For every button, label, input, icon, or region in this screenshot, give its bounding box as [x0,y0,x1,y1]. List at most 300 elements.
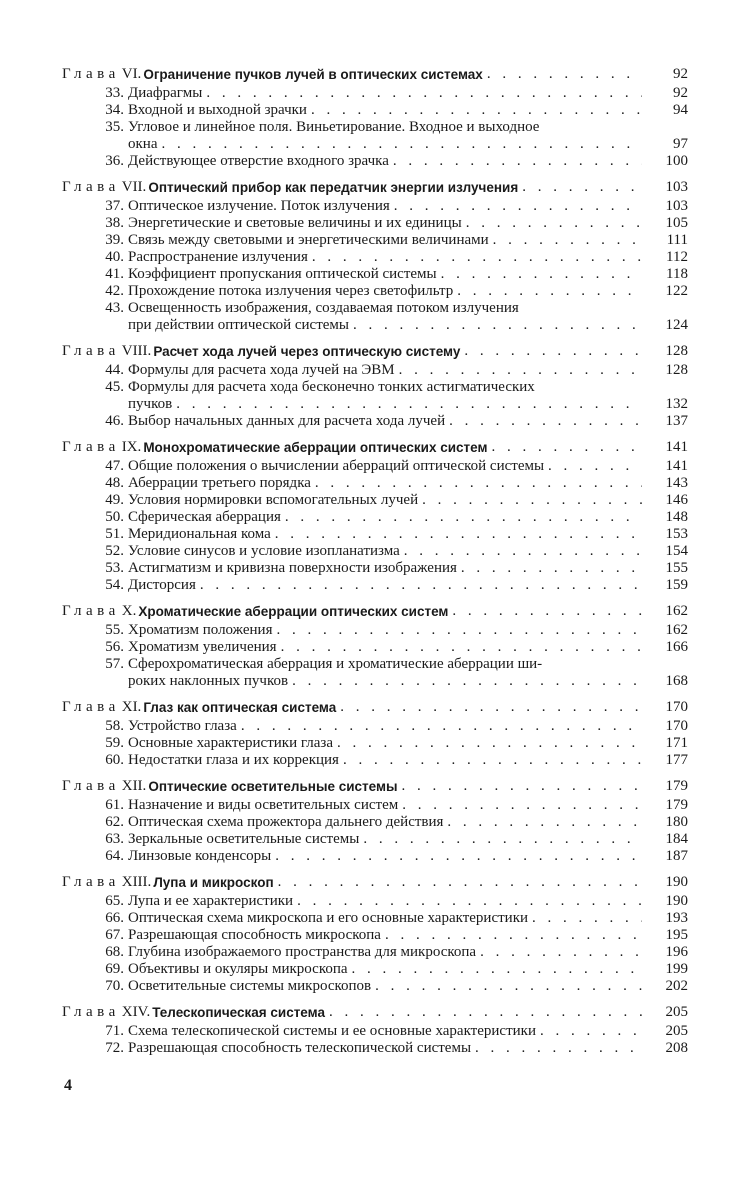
entry-text [128,893,644,910]
entry-text [128,639,644,656]
toc-entry [62,458,688,475]
chapter-heading [62,66,688,83]
entry-title: Дисторсия [128,577,196,593]
entry-page: 97 [673,136,688,152]
entry-title: Связь между световыми и энергетическими величинами [128,232,489,248]
entry-page: 190 [665,893,688,909]
entry-page: 159 [665,577,688,593]
toc-entry-continuation [62,673,688,690]
entry-text [128,910,644,927]
entry-text [128,379,644,396]
toc-entry [62,944,688,961]
entry-number: 52. [105,543,124,559]
toc-entry [62,362,688,379]
toc-entry [62,119,688,136]
chapter-label: Глава [62,343,120,359]
chapter-page: 128 [665,343,688,359]
chapter-number: VIII. [121,343,152,359]
entry-title: Разрешающая способность микроскопа [128,927,381,943]
toc-entry [62,718,688,735]
entry-number: 42. [105,283,124,299]
dot-leader [340,699,642,716]
entry-page: 122 [665,283,688,299]
chapter-number: VI. [121,66,142,82]
dot-leader [464,343,642,360]
entry-number: 59. [105,735,124,751]
chapter-title: Телескопическая система [152,1005,325,1020]
toc-entry [62,848,688,865]
entry-text [128,577,644,594]
entry-text [128,413,644,430]
entry-title: Прохождение потока излучения через светофильтр [128,283,454,299]
chapter-heading [62,699,688,716]
dot-leader [275,848,642,865]
entry-title-continuation: пучков [128,396,173,412]
entry-title: Астигматизм и кривизна поверхности изображения [128,560,457,576]
entry-title-continuation: при действии оптической системы [128,317,349,333]
chapter-number: XII. [121,778,147,794]
entry-title: Условие синусов и условие изопланатизма [128,543,400,559]
toc-entry [62,492,688,509]
entry-title: Оптическая схема микроскопа и его основные характеристики [128,910,529,926]
entry-text [128,102,644,119]
toc-entry [62,215,688,232]
toc-entry [62,249,688,266]
dot-leader [466,215,642,232]
entry-title: Осветительные системы микроскопов [128,978,372,994]
chapter-title: Хроматические аберрации оптических систем [138,604,449,619]
entry-number: 43. [105,300,124,316]
entry-page: 124 [665,317,688,333]
toc-entry [62,153,688,170]
entry-text [128,831,644,848]
entry-title: Формулы для расчета хода лучей на ЭВМ [128,362,395,378]
dot-leader [522,179,642,196]
entry-number: 55. [105,622,124,638]
entry-title: Коэффициент пропускания оптической системы [128,266,437,282]
chapter-section [62,699,688,769]
toc-entry [62,543,688,560]
entry-number: 47. [105,458,124,474]
entry-number: 54. [105,577,124,593]
entry-page: 118 [666,266,688,282]
entry-number: 40. [105,249,124,265]
chapter-number: XIV. [121,1004,151,1020]
toc-entry [62,577,688,594]
dot-leader [540,1023,642,1040]
dot-leader [447,814,642,831]
entry-text [128,283,644,300]
chapter-label: Глава [62,603,120,619]
entry-text [128,622,644,639]
entry-page: 137 [665,413,688,429]
toc-entry [62,735,688,752]
toc-entry-continuation [62,136,688,153]
entry-page: 184 [665,831,688,847]
dot-leader [312,249,642,266]
entry-title: Выбор начальных данных для расчета хода лучей [128,413,446,429]
chapter-label: Глава [62,1004,120,1020]
entry-title: Разрешающая способность телескопической системы [128,1040,472,1056]
entry-page: 143 [665,475,688,491]
toc-entry [62,283,688,300]
dot-leader [337,735,642,752]
entry-text [128,718,644,735]
entry-number: 63. [105,831,124,847]
entry-title: Недостатки глаза и их коррекция [128,752,339,768]
toc-entry [62,1040,688,1057]
dot-leader [206,85,642,102]
entry-page: 202 [665,978,688,994]
chapter-section [62,1004,688,1057]
entry-text [128,136,644,153]
toc-entry [62,413,688,430]
dot-leader [441,266,642,283]
toc-entry [62,656,688,673]
toc-entry [62,814,688,831]
dot-leader [402,797,642,814]
toc-entry [62,797,688,814]
chapter-title: Расчет хода лучей через оптическую систему [153,344,461,359]
entry-text [128,673,644,690]
entry-number: 65. [105,893,124,909]
entry-page: 168 [665,673,688,689]
chapter-page: 179 [665,778,688,794]
entry-page: 111 [666,232,688,248]
entry-page: 162 [665,622,688,638]
entry-text [128,85,644,102]
entry-title: Сферохроматическая аберрация и хроматические аберрации ши- [128,656,543,672]
entry-text [128,396,644,413]
dot-leader [375,978,642,995]
entry-title: Энергетические и световые величины и их единицы [128,215,462,231]
entry-text [128,752,644,769]
dot-leader [343,752,642,769]
entry-page: 205 [665,1023,688,1039]
entry-text [128,1023,644,1040]
entry-page: 179 [665,797,688,813]
entry-page: 103 [665,198,688,214]
dot-leader [394,198,642,215]
entry-text [128,944,644,961]
entry-page: 148 [665,509,688,525]
dot-leader [353,317,642,334]
dot-leader [315,475,642,492]
chapter-title: Монохроматические аберрации оптических систем [143,440,488,455]
page-number: 4 [64,1077,72,1094]
entry-page: 128 [665,362,688,378]
toc-entry [62,85,688,102]
entry-title-continuation: роких наклонных пучков [128,673,289,689]
dot-leader [493,232,642,249]
entry-number: 61. [105,797,124,813]
toc-entry [62,893,688,910]
entry-page: 154 [665,543,688,559]
dot-leader [404,543,642,560]
dot-leader [176,396,642,413]
chapter-label: Глава [62,699,120,715]
entry-title: Зеркальные осветительные системы [128,831,360,847]
dot-leader [475,1040,642,1057]
entry-title: Условия нормировки вспомогательных лучей [128,492,419,508]
entry-page: 100 [665,153,688,169]
entry-number: 35. [105,119,124,135]
entry-number: 49. [105,492,124,508]
dot-leader [241,718,642,735]
dot-leader [275,526,642,543]
entry-text [128,215,644,232]
chapter-title: Глаз как оптическая система [143,700,337,715]
entry-number: 48. [105,475,124,491]
entry-number: 45. [105,379,124,395]
chapter-section [62,874,688,995]
chapter-heading [62,778,688,795]
entry-text [128,656,644,673]
chapter-title: Ограничение пучков лучей в оптических системах [143,67,483,82]
entry-title: Хроматизм увеличения [128,639,277,655]
entry-text [128,797,644,814]
chapter-label: Глава [62,874,120,890]
chapter-section [62,343,688,430]
toc-entry [62,198,688,215]
entry-text [128,458,644,475]
entry-number: 33. [105,85,124,101]
entry-number: 58. [105,718,124,734]
entry-page: 193 [665,910,688,926]
dot-leader [532,910,642,927]
entry-number: 50. [105,509,124,525]
entry-page: 196 [665,944,688,960]
toc-entry [62,560,688,577]
dot-leader [449,413,642,430]
entry-page: 112 [666,249,688,265]
chapter-heading [62,179,688,196]
entry-page: 92 [673,85,688,101]
entry-text [128,362,644,379]
entry-number: 67. [105,927,124,943]
entry-number: 66. [105,910,124,926]
entry-title-continuation: окна [128,136,158,152]
entry-page: 208 [665,1040,688,1056]
entry-text [128,927,644,944]
chapter-heading [62,874,688,891]
entry-title: Объективы и окуляры микроскопа [128,961,348,977]
entry-text [128,543,644,560]
chapter-label: Глава [62,66,120,82]
entry-number: 39. [105,232,124,248]
entry-title: Основные характеристики глаза [128,735,333,751]
entry-number: 64. [105,848,124,864]
entry-text [128,153,644,170]
entry-number: 56. [105,639,124,655]
toc-entry [62,1023,688,1040]
chapter-heading [62,439,688,456]
entry-page: 105 [665,215,688,231]
dot-leader [292,673,642,690]
dot-leader [385,927,642,944]
entry-number: 57. [105,656,124,672]
chapter-page: 190 [665,874,688,890]
dot-leader [480,944,642,961]
entry-text [128,249,644,266]
dot-leader [281,639,642,656]
entry-text [128,509,644,526]
chapter-number: XI. [121,699,142,715]
entry-page: 132 [665,396,688,412]
chapter-section [62,179,688,334]
toc-entry [62,509,688,526]
entry-number: 41. [105,266,124,282]
entry-number: 53. [105,560,124,576]
toc-entry [62,639,688,656]
toc-entry [62,266,688,283]
toc-entry [62,526,688,543]
toc-entry [62,102,688,119]
entry-number: 38. [105,215,124,231]
entry-text [128,198,644,215]
chapter-heading [62,1004,688,1021]
entry-page: 155 [665,560,688,576]
chapter-number: XIII. [121,874,152,890]
entry-title: Угловое и линейное поля. Виньетирование. Входное и выходное [128,119,540,135]
entry-text [128,119,644,136]
entry-text [128,266,644,283]
entry-number: 68. [105,944,124,960]
dot-leader [161,136,642,153]
table-of-contents [62,66,688,1066]
toc-entry [62,232,688,249]
dot-leader [278,874,642,891]
entry-text [128,492,644,509]
entry-title: Оптическое излучение. Поток излучения [128,198,390,214]
entry-text [128,1040,644,1057]
chapter-section [62,603,688,690]
chapter-page: 205 [665,1004,688,1020]
entry-number: 46. [105,413,124,429]
toc-entry [62,927,688,944]
entry-title: Сферическая аберрация [128,509,281,525]
entry-number: 71. [105,1023,124,1039]
toc-entry [62,379,688,396]
dot-leader [329,1004,642,1021]
entry-title: Схема телескопической системы и ее основные характеристики [128,1023,536,1039]
entry-page: 166 [665,639,688,655]
toc-entry [62,910,688,927]
chapter-section [62,439,688,594]
chapter-title: Оптический прибор как передатчик энергии излучения [148,180,519,195]
entry-title: Оптическая схема прожектора дальнего действия [128,814,444,830]
entry-page: 180 [665,814,688,830]
chapter-heading [62,603,688,620]
entry-page: 195 [665,927,688,943]
entry-number: 37. [105,198,124,214]
dot-leader [491,439,642,456]
dot-leader [363,831,642,848]
entry-title: Хроматизм положения [128,622,273,638]
entry-page: 94 [673,102,688,118]
chapter-title: Оптические осветительные системы [148,779,398,794]
entry-number: 44. [105,362,124,378]
dot-leader [452,603,642,620]
entry-title: Входной и выходной зрачки [128,102,307,118]
entry-title: Формулы для расчета хода бесконечно тонких астигматических [128,379,535,395]
toc-entry [62,300,688,317]
entry-number: 69. [105,961,124,977]
chapter-page: 162 [665,603,688,619]
entry-text [128,961,644,978]
entry-number: 62. [105,814,124,830]
chapter-number: X. [121,603,137,619]
toc-entry-continuation [62,396,688,413]
entry-text [128,978,644,995]
entry-number: 72. [105,1040,124,1056]
entry-title: Устройство глаза [128,718,237,734]
toc-entry [62,961,688,978]
dot-leader [487,66,642,83]
chapter-label: Глава [62,439,120,455]
dot-leader [399,362,642,379]
entry-text [128,526,644,543]
entry-title: Общие положения о вычислении аберраций оптической системы [128,458,545,474]
entry-number: 36. [105,153,124,169]
entry-page: 170 [665,718,688,734]
chapter-label: Глава [62,778,120,794]
toc-entry [62,978,688,995]
dot-leader [297,893,642,910]
entry-page: 146 [665,492,688,508]
entry-page: 199 [665,961,688,977]
chapter-page: 103 [665,179,688,195]
chapter-page: 141 [665,439,688,455]
toc-entry [62,475,688,492]
toc-entry [62,831,688,848]
chapter-heading [62,343,688,360]
entry-number: 51. [105,526,124,542]
entry-page: 187 [665,848,688,864]
chapter-label: Глава [62,179,120,195]
entry-text [128,317,644,334]
entry-text [128,560,644,577]
entry-number: 60. [105,752,124,768]
entry-title: Лупа и ее характеристики [128,893,294,909]
entry-title: Освещенность изображения, создаваемая потоком излучения [128,300,519,316]
entry-text [128,735,644,752]
entry-number: 34. [105,102,124,118]
entry-text [128,300,644,317]
dot-leader [461,560,642,577]
entry-title: Аберрации третьего порядка [128,475,311,491]
dot-leader [276,622,642,639]
entry-title: Назначение и виды осветительных систем [128,797,399,813]
dot-leader [200,577,642,594]
entry-number: 70. [105,978,124,994]
chapter-number: VII. [121,179,147,195]
chapter-section [62,778,688,865]
dot-leader [422,492,642,509]
toc-entry [62,622,688,639]
chapter-number: IX. [121,439,142,455]
entry-title: Диафрагмы [128,85,203,101]
entry-title: Распространение излучения [128,249,308,265]
entry-text [128,475,644,492]
chapter-title: Лупа и микроскоп [153,875,274,890]
toc-entry [62,752,688,769]
entry-text [128,848,644,865]
entry-page: 141 [665,458,688,474]
entry-text [128,232,644,249]
entry-text [128,814,644,831]
dot-leader [352,961,642,978]
